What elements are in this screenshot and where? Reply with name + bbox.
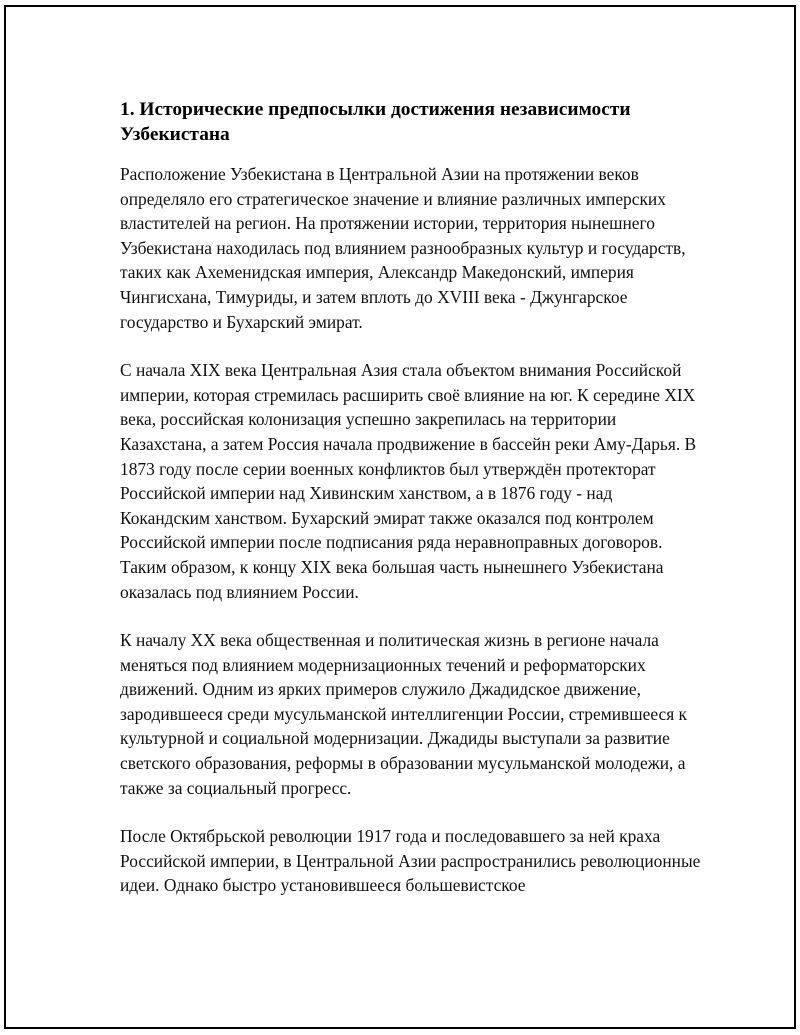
- document-body: [120, 98, 705, 922]
- paragraph: После Октябрьской революции 1917 года и последовавшего за ней краха Российской империи, в Центральной Азии распространились революционные идеи. Однако быстро установившееся большевистское: [120, 826, 701, 896]
- section-heading: 1. Исторические предпосылки достижения независимости Узбекистана: [120, 99, 631, 145]
- paragraph: С начала XIX века Центральная Азия стала объектом внимания Российской империи, которая стремилась расширить своё влияние на юг. К середине XIX века, российская колонизация успешно закрепилась на территории Казахстана, а затем Россия начала продвижение в бассейн реки Аму-Дарья. В 1873 году после серии военных конфликтов был утверждён протекторат Российской империи над Хивинским ханством, а в 1876 году - над Кокандским ханством. Бухарский эмират также оказался под контролем Российской империи после подписания ряда неравноправных договоров. Таким образом, к концу XIX века большая часть нынешнего Узбекистана оказалась под влиянием России.: [120, 360, 697, 602]
- document-page: [4, 5, 796, 1029]
- paragraph: Расположение Узбекистана в Центральной Азии на протяжении веков определяло его стратегическое значение и влияние различных имперских властителей на регион. На протяжении истории, территория нынешнего Узбекистана находилась под влиянием разнообразных культур и государств, таких как Ахеменидская империя, Александр Македонский, империя Чингисхана, Тимуриды, и затем вплоть до XVIII века - Джунгарское государство и Бухарский эмират.: [120, 164, 686, 332]
- paragraph: К началу XX века общественная и политическая жизнь в регионе начала меняться под влиянием модернизационных течений и реформаторских движений. Одним из ярких примеров служило Джадидское движение, зародившееся среди мусульманской интеллигенции России, стремившееся к культурной и социальной модернизации. Джадиды выступали за развитие светского образования, реформы в образовании мусульманской молодежи, а также за социальный прогресс.: [120, 630, 688, 798]
